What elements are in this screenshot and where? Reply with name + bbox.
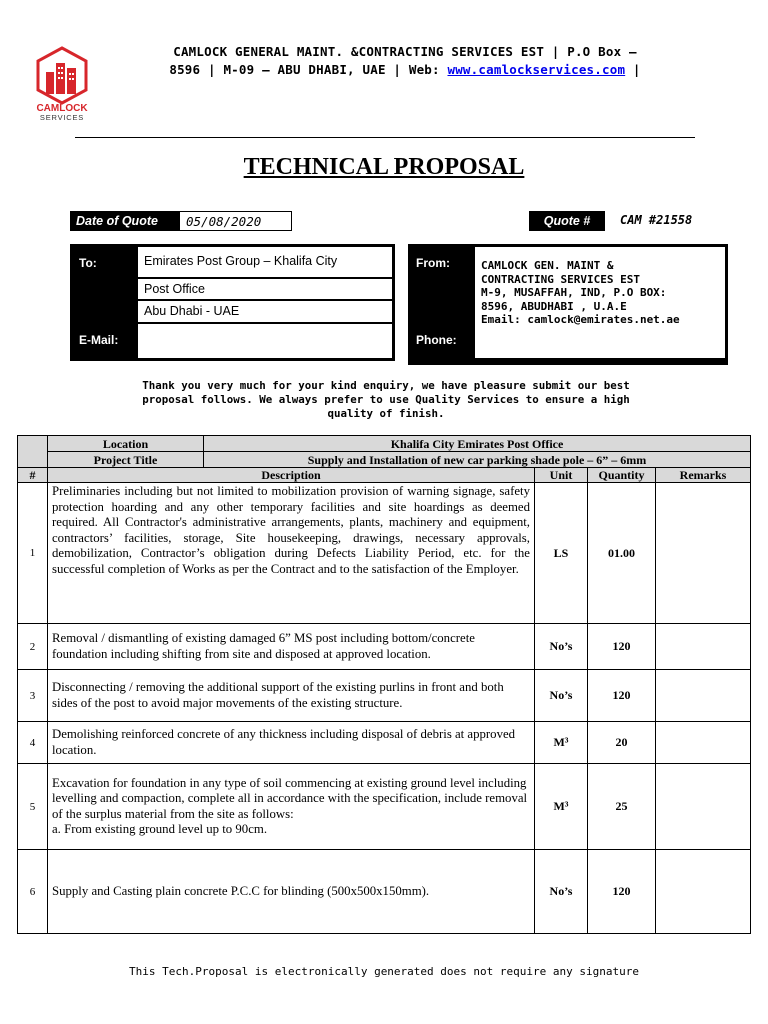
company-logo [34, 46, 90, 122]
header-line-1: CAMLOCK GENERAL MAINT. &CONTRACTING SERVICES EST | P.O Box – [173, 44, 637, 59]
from-line-2: CONTRACTING SERVICES EST [481, 272, 640, 286]
col-header-unit: Unit [535, 468, 588, 483]
row-description: Demolishing reinforced concrete of any thickness including disposal of debris at approved location. [48, 722, 535, 764]
date-of-quote-label: Date of Quote [70, 211, 180, 231]
from-line-5: Email: camlock@emirates.net.ae [481, 313, 680, 326]
row-description: Preliminaries including but not limited to mobilization provision of warning signage, safety protection hoarding and any other temporary facilities and site hoardings as deemed required. All Contractor's administrative arrangements, plants, machinery and equipment, contractors’ facilities, storage, Site housekeeping, drawings, necessary approvals, demobilization, Contractor’s obligation during Defects Liability Period, etc. for the successful completion of Works as per the Contract and to the satisfaction of the Employer. [48, 483, 535, 624]
email-label: E-Mail: [79, 333, 119, 347]
table-row [18, 764, 751, 850]
from-line-4: 8596, ABUDHABI , U.A.E [481, 299, 627, 313]
col-header-remarks: Remarks [656, 468, 751, 483]
logo-text-top: CAMLOCK [36, 103, 88, 114]
thanks-line-1: Thank you very much for your kind enquiry, we have pleasure submit our best [142, 379, 630, 392]
row-unit: M³ [535, 764, 588, 850]
row-quantity: 120 [588, 850, 656, 934]
row-unit: No’s [535, 670, 588, 722]
column-header-row [18, 468, 751, 483]
proposal-table [17, 435, 751, 934]
row-unit: LS [535, 483, 588, 624]
row-quantity: 25 [588, 764, 656, 850]
from-line-3: M-9, MUSAFFAH, IND, P.O BOX: [481, 286, 667, 299]
row-number: 1 [18, 483, 48, 624]
table-row [18, 850, 751, 934]
row-description: Removal / dismantling of existing damaged 6” MS post including bottom/concrete foundation including shifting from site and disposed at approved location. [48, 624, 535, 670]
table-row [18, 670, 751, 722]
project-title-label: Project Title [48, 452, 204, 468]
row-quantity: 120 [588, 624, 656, 670]
header-divider [75, 137, 695, 138]
row-description-main: Excavation for foundation in any type of soil commencing at existing ground level including levelling and compaction, complete all in accordance with the specification, include removal of the surplus material from the site as follows: [52, 775, 528, 821]
thank-you-note [86, 379, 686, 421]
row-unit: M³ [535, 722, 588, 764]
from-label: From: [416, 256, 450, 270]
table-row [18, 483, 751, 624]
blank-corner-cell [18, 436, 48, 468]
to-label: To: [79, 256, 97, 270]
to-email-value [138, 324, 392, 358]
company-header [110, 43, 700, 79]
location-row [18, 436, 751, 452]
row-description [48, 764, 535, 850]
from-line-1: CAMLOCK GEN. MAINT & [481, 259, 614, 272]
row-description: Disconnecting / removing the additional support of the existing purlins in front and both sides of the post to avoid major movements of the existing structure. [48, 670, 535, 722]
table-row [18, 624, 751, 670]
project-title-value: Supply and Installation of new car parking shade pole – 6” – 6mm [204, 452, 751, 468]
row-quantity: 120 [588, 670, 656, 722]
row-number: 6 [18, 850, 48, 934]
quote-number-label: Quote # [529, 211, 605, 231]
row-remarks [656, 850, 751, 934]
phone-label: Phone: [416, 333, 457, 347]
row-remarks [656, 670, 751, 722]
location-value: Khalifa City Emirates Post Office [204, 436, 751, 452]
row-quantity: 01.00 [588, 483, 656, 624]
row-unit: No’s [535, 624, 588, 670]
location-label: Location [48, 436, 204, 452]
row-number: 5 [18, 764, 48, 850]
row-quantity: 20 [588, 722, 656, 764]
header-address: 8596 | M-09 – ABU DHABI, UAE | Web: [169, 62, 448, 77]
to-line-1: Emirates Post Group – Khalifa City [138, 247, 392, 277]
row-description: Supply and Casting plain concrete P.C.C for blinding (500x500x150mm). [48, 850, 535, 934]
page-title: TECHNICAL PROPOSAL [243, 154, 525, 180]
logo-text-bottom: SERVICES [39, 113, 85, 122]
from-address-box [408, 244, 728, 365]
footer-note: This Tech.Proposal is electronically generated does not require any signature [129, 965, 639, 978]
row-remarks [656, 722, 751, 764]
row-description-sub: a. From existing ground level up to 90cm. [52, 822, 268, 836]
row-number: 2 [18, 624, 48, 670]
project-row [18, 452, 751, 468]
to-line-2: Post Office [138, 279, 392, 299]
from-address [475, 247, 725, 358]
thanks-line-3: quality of finish. [327, 407, 445, 420]
row-remarks [656, 483, 751, 624]
col-header-description: Description [48, 468, 535, 483]
thanks-line-2: proposal follows. We always prefer to use Quality Services to ensure a high [142, 393, 630, 406]
quote-number-value: CAM #21558 [620, 213, 693, 227]
header-line-2 [110, 61, 700, 79]
to-address-box [70, 244, 395, 361]
table-row [18, 722, 751, 764]
to-line-3: Abu Dhabi - UAE [138, 301, 392, 322]
header-sep: | [625, 62, 641, 77]
website-link[interactable]: www.camlockservices.com [447, 62, 626, 77]
row-number: 4 [18, 722, 48, 764]
row-remarks [656, 764, 751, 850]
row-remarks [656, 624, 751, 670]
row-unit: No’s [535, 850, 588, 934]
date-of-quote-value: 05/08/2020 [180, 211, 292, 231]
row-number: 3 [18, 670, 48, 722]
col-header-quantity: Quantity [588, 468, 656, 483]
col-header-num: # [18, 468, 48, 483]
